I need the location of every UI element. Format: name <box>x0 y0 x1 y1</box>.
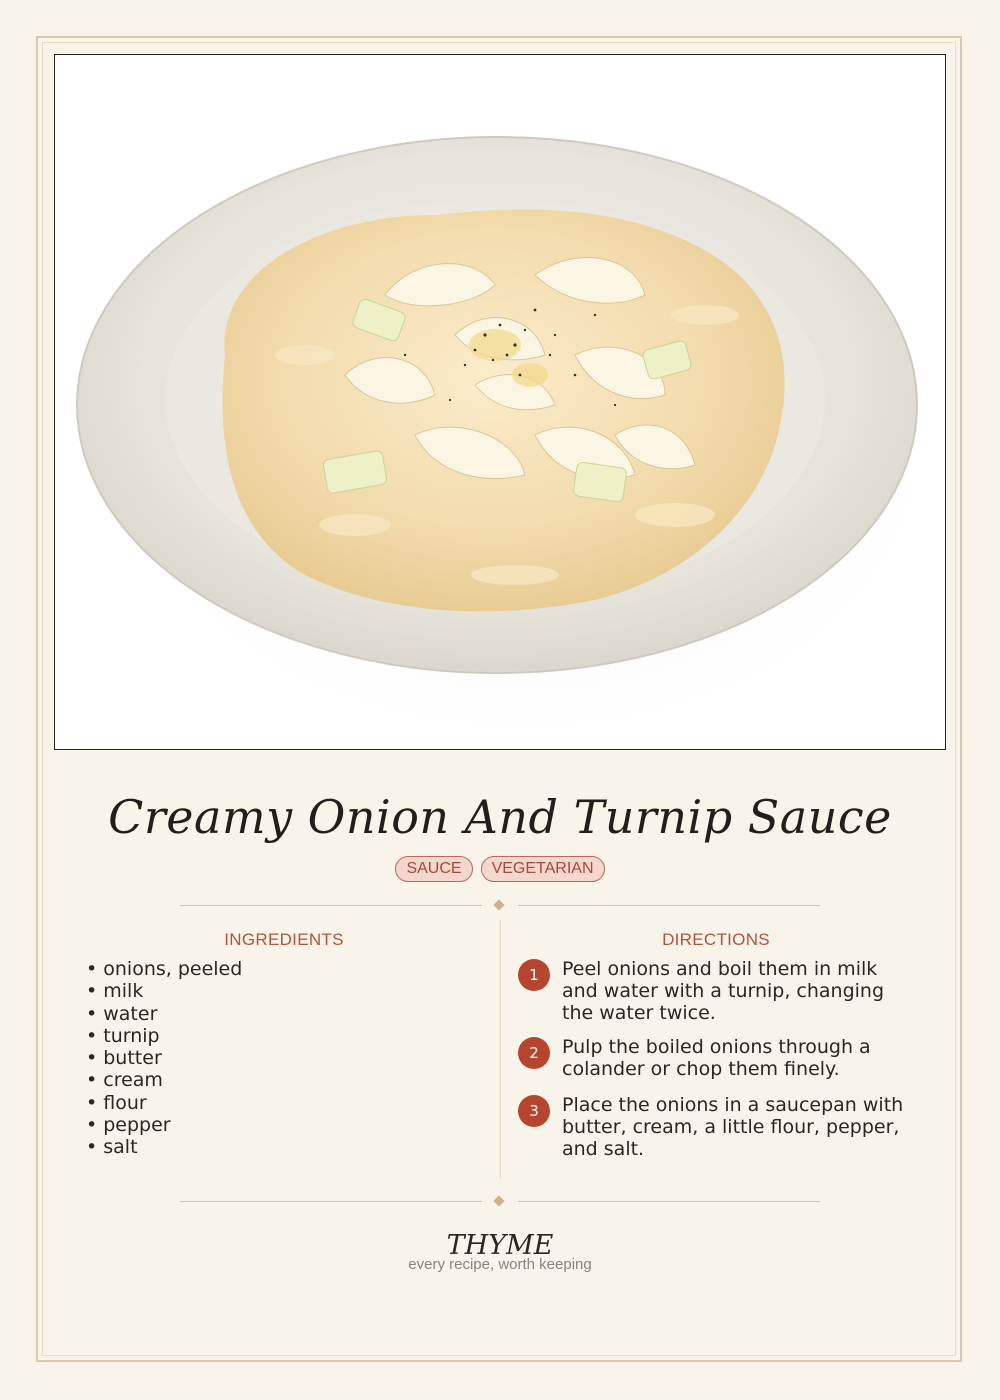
step-text: Place the onions in a saucepan with butter, cream, a little flour, pepper, and salt. <box>562 1094 904 1160</box>
directions-heading: DIRECTIONS <box>662 930 770 949</box>
ingredient-item: • salt <box>86 1136 242 1158</box>
ingredient-item: • onions, peeled <box>86 958 242 980</box>
directions-list <box>518 958 918 1160</box>
ingredient-item: • cream <box>86 1069 242 1091</box>
ingredient-item: • flour <box>86 1092 242 1114</box>
column-separator <box>500 920 501 1178</box>
ingredient-item: • water <box>86 1003 242 1025</box>
brand-tagline: every recipe, worth keeping <box>408 1256 592 1273</box>
ingredient-item: • turnip <box>86 1025 242 1047</box>
ingredient-item: • milk <box>86 980 242 1002</box>
direction-step <box>518 958 918 1024</box>
bottom-divider <box>180 1196 820 1208</box>
ingredient-item: • pepper <box>86 1114 242 1136</box>
diamond-ornament-icon <box>493 899 504 910</box>
top-divider <box>180 900 820 912</box>
recipe-photo <box>54 54 946 750</box>
step-number-badge: 3 <box>518 1095 550 1127</box>
tag-sauce[interactable]: SAUCE <box>395 856 472 882</box>
tag-list <box>0 856 1000 882</box>
step-number-badge: 1 <box>518 959 550 991</box>
step-number-badge: 2 <box>518 1037 550 1069</box>
sauce-plate-illustration <box>55 55 945 749</box>
recipe-title: Creamy Onion And Turnip Sauce <box>108 790 892 844</box>
step-text: Pulp the boiled onions through a colander or chop them finely. <box>562 1036 871 1080</box>
direction-step <box>518 1094 918 1160</box>
diamond-ornament-icon <box>493 1195 504 1206</box>
step-text: Peel onions and boil them in milk and water with a turnip, changing the water twice. <box>562 958 885 1024</box>
tag-vegetarian[interactable]: VEGETARIAN <box>481 856 605 882</box>
ingredients-list <box>86 958 242 1159</box>
brand-logo: THYME <box>446 1230 554 1261</box>
ingredients-heading: INGREDIENTS <box>224 930 344 949</box>
direction-step <box>518 1036 918 1080</box>
ingredient-item: • butter <box>86 1047 242 1069</box>
